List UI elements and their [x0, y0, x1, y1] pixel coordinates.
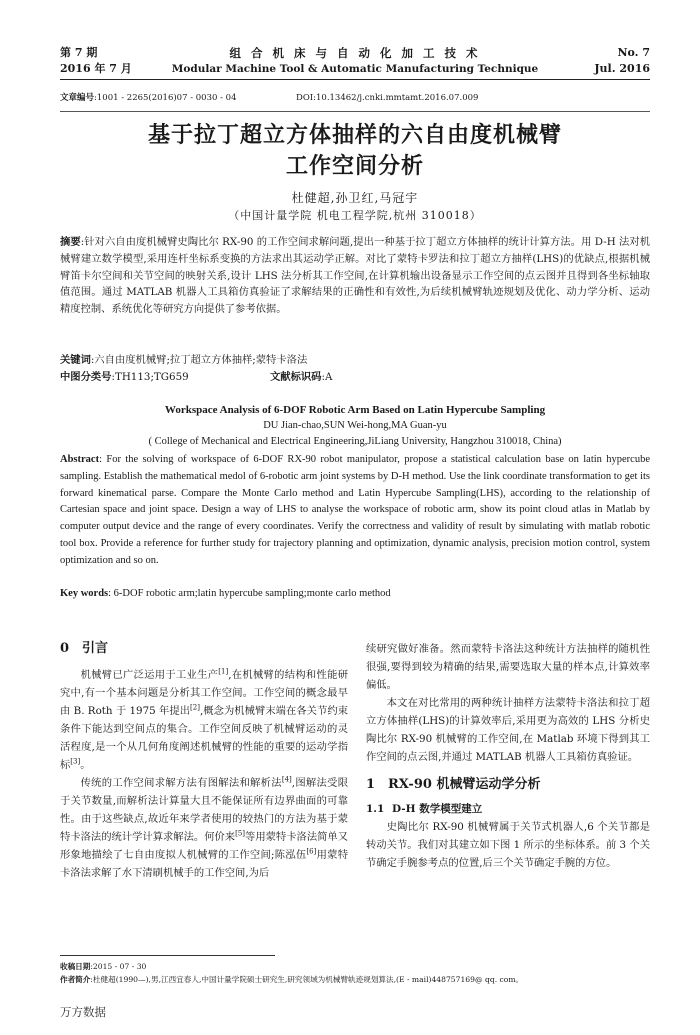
section-title: RX-90 机械臂运动学分析 [388, 777, 541, 792]
paragraph: 史陶比尔 RX-90 机械臂属于关节式机器人,6 个关节都是转动关节。我们对其建立如下图 1 所示的坐标体系。前 3 个关节确定手腕参考点的位置,后三个关节确定手腕的方位。 [366, 821, 650, 869]
english-abstract-label: Abstract [60, 454, 100, 465]
text-run: 。 [80, 759, 91, 771]
text-run: 传统的工作空间求解方法有图解法和解析法 [80, 777, 282, 789]
text-run: ,概念为机械臂末端在各关节约束条件下能达到空间点的集合。工作空间反映了机械臂运动的灵活程度,是一个从几何角度阐述机械臂的性能的重要的运动学指标 [60, 705, 348, 771]
abstract-cn-label: 摘要 [60, 236, 81, 248]
english-keywords-label: Key words [60, 588, 109, 599]
section-number: 1 [366, 777, 376, 792]
paragraph: 续研究做好准备。然而蒙特卡洛法这种统计方法抽样的随机性很强,要得到较为精确的结果,需要选取大量的样本点,计算效率偏低。 [366, 643, 650, 691]
paragraph: 本文在对比常用的两种统计抽样方法蒙特卡洛法和拉丁超立方体抽样(LHS)的计算效率后,采用更为高效的 LHS 分析史陶比尔 RX-90 机械臂的工作空间,在 Matlab 环境下得到其工作空间的点云图,并通过 MATLAB 机器人工具箱仿真验证。 [366, 697, 650, 763]
english-abstract [60, 452, 650, 570]
footnote-received-label: 收稿日期 [60, 962, 91, 971]
english-affiliation: ( College of Mechanical and Electrical Engineering,JiLiang University, Hangzhou 310018, China) [148, 436, 562, 447]
english-keywords-text: : 6-DOF robotic arm;latin hypercube sampling;monte carlo method [108, 588, 391, 599]
section-number: 0 [60, 641, 70, 656]
section-heading-0 [60, 640, 348, 658]
section-heading-1 [366, 776, 650, 794]
keywords-cn-label: 关键词 [60, 354, 91, 366]
issue-cn: 第 7 期 [60, 46, 98, 59]
abstract-cn-text: :针对六自由度机械臂史陶比尔 RX-90 的工作空间求解问题,提出一种基于拉丁超立方体抽样的统计计算方法。用 D-H 法对机械臂建立数学模型,采用连杆坐标系变换的方法求出其运动学正解。对比了蒙特卡罗法和拉丁超立方抽样(LHS)的优缺点,根据机械臂笛卡尔空间和关节空间的映射关系,设计 LHS 法分析其工作空间,在计算机输出设备显示工作空间的点云图并且得到各坐标轴取值范围。通过 MATLAB 机器人工具箱仿真验证了求解结果的正确性和有效性,为后续机械臂轨迹规划及优化、动力学分析、运动精度控制、系统优化等研究方向提供了参考依据。 [60, 236, 651, 316]
doc-code-label: 文献标识码 [270, 371, 322, 383]
text-run: ,图解法受限于关节数量,而解析法计算量大且不能保证所有边界曲面的可靠性。由于这些缺点,故近年来学者使用的较热门的方法为基于蒙特卡洛法的统计学计算求解法。何价来 [60, 777, 348, 843]
date-en: Jul. 2016 [594, 62, 650, 75]
issue-en: No. 7 [617, 46, 650, 59]
paragraph [60, 774, 348, 882]
journal-name-en: Modular Machine Tool & Automatic Manufacturing Technique [171, 63, 539, 75]
classification [60, 369, 650, 385]
citation: [2] [190, 703, 200, 712]
citation: [4] [281, 775, 292, 784]
english-abstract-text: : For the solving of workspace of 6-DOF RX-90 robot manipulator, propose a statistical calculation base on latin hypercube sampling. Establish the mathematical medol of 6-robotic arm joint systems by D-H method. Use the link coordinate transformation to get its forward kinematical parse. Compare the Monte Carlo method and Latin Hypercube Sampling(LHS), according to the relationship of Cartesian space and joint space. Design a way of LHS to analyse the workspace of robotic arm, show its point cloud atlas in Matlab by computer output device and the range of every coordinates. Verify the correctness and validity of result by simulating with matlab robotic tool box. Provide a reference for further study for trajectory planning and optimization, dynamic analysis, precision motion control, system optimization and so on. [60, 454, 650, 566]
article-meta [60, 88, 650, 112]
subsection-title: D-H 数学模型建立 [392, 803, 483, 815]
footnote-received-value: :2015 - 07 - 30 [90, 962, 147, 971]
section-title: 引言 [82, 641, 109, 656]
abstract-cn [60, 234, 650, 318]
watermark: 万方数据 [60, 1005, 106, 1019]
footnote-author-value: :杜健超(1990—),男,江西宜春人,中国计量学院硕士研究生,研究领域为机械臂轨迹规划算法,(E - mail)448757169@ qq. com。 [90, 975, 524, 984]
date-cn: 2016 年 7 月 [60, 62, 132, 75]
text-run: 等用蒙特卡洛法简单又形象地描绘了七自由度拟人机械臂的工作空间;陈泓伍 [60, 831, 349, 861]
english-keywords [60, 586, 650, 602]
clc-value: :TH113;TG659 [111, 371, 189, 383]
english-title: Workspace Analysis of 6-DOF Robotic Arm Based on Latin Hypercube Sampling [164, 404, 546, 416]
paragraph [60, 666, 348, 774]
affiliation: （中国计量学院 机电工程学院,杭州 310018） [228, 209, 482, 222]
clc-label: 中图分类号 [60, 371, 112, 383]
citation: [1] [218, 667, 229, 676]
paper-title-line2: 工作空间分析 [285, 153, 424, 179]
article-id-label: 文章编号 [60, 93, 95, 103]
subsection-heading-1-1 [366, 800, 650, 818]
citation: [5] [235, 829, 246, 838]
doc-code [270, 369, 332, 385]
authors: 杜健超,孙卫红,马冠宇 [291, 191, 419, 205]
doi: DOI:10.13462/j.cnki.mmtamt.2016.07.009 [296, 93, 479, 103]
footnote-author-bio [60, 974, 650, 986]
keywords-cn [60, 352, 650, 368]
journal-header [60, 44, 650, 80]
footnote-received [60, 961, 650, 973]
citation: [3] [70, 757, 81, 766]
paper-title-line1: 基于拉丁超立方体抽样的六自由度机械臂 [147, 122, 562, 148]
doc-code-value: :A [321, 371, 333, 383]
body-column-left [60, 640, 348, 882]
body-column-right [366, 640, 650, 872]
text-run: 用蒙特卡洛法求解了水下清刷机械手的工作空间,为后 [60, 849, 348, 879]
text-run: ,在机械臂的结构和性能研究中,有一个基本问题是分析其工作空间。工作空间的概念最早由 B. Roth 于 1975 年提出 [60, 669, 349, 717]
text-run: 机械臂已广泛运用于工业生产 [80, 669, 219, 681]
subsection-number: 1.1 [366, 803, 385, 815]
article-id [60, 91, 237, 105]
citation: [6] [306, 847, 317, 856]
english-authors: DU Jian-chao,SUN Wei-hong,MA Guan-yu [263, 420, 447, 431]
keywords-cn-text: :六自由度机械臂;拉丁超立方体抽样;蒙特卡洛法 [90, 354, 308, 366]
article-id-value: :1001 - 2265(2016)07 - 0030 - 04 [94, 93, 237, 103]
footnote-author-label: 作者简介 [60, 975, 91, 984]
footnote-divider [60, 955, 275, 956]
journal-name-cn: 组 合 机 床 与 自 动 化 加 工 技 术 [229, 46, 481, 60]
